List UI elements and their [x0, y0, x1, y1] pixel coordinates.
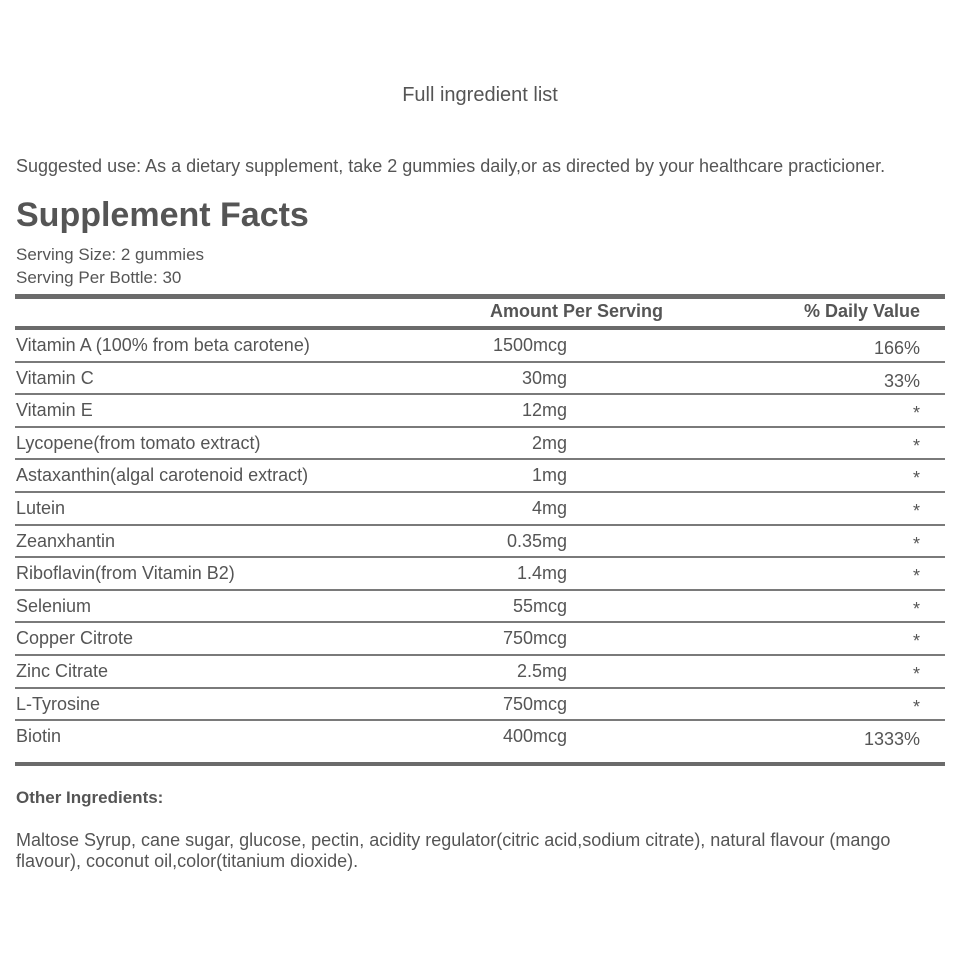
nutrient-name: Vitamin E — [16, 400, 93, 421]
nutrient-daily-value: * — [912, 500, 920, 521]
nutrient-name: Copper Citrote — [16, 628, 134, 649]
nutrient-name: L-Tyrosine — [16, 693, 101, 714]
nutrient-daily-value: * — [912, 435, 920, 456]
nutrient-amount: 2mg — [531, 432, 567, 453]
nutrient-amount: 750mcg — [502, 628, 567, 649]
table-row — [15, 460, 945, 493]
nutrient-name: Selenium — [16, 595, 92, 616]
other-ingredients-title: Other Ingredients: — [16, 788, 164, 807]
nutrient-daily-value: * — [912, 566, 920, 587]
nutrient-daily-value: * — [912, 598, 920, 619]
table-row — [15, 428, 945, 461]
nutrient-amount: 55mcg — [512, 595, 567, 616]
nutrient-daily-value: * — [912, 403, 920, 424]
table-row — [15, 721, 945, 754]
supplement-facts-title: Supplement Facts — [16, 196, 309, 234]
column-header-amount: Amount Per Serving — [490, 301, 664, 321]
table-row — [15, 493, 945, 526]
nutrient-amount: 30mg — [521, 367, 567, 388]
nutrient-amount: 1.4mg — [516, 563, 567, 584]
supplement-facts-table — [15, 330, 945, 754]
nutrient-daily-value: * — [912, 663, 920, 684]
nutrient-daily-value: 33% — [883, 370, 920, 391]
nutrient-daily-value: 1333% — [863, 729, 920, 750]
nutrient-name: Astaxanthin(algal carotenoid extract) — [16, 465, 309, 486]
nutrient-amount: 12mg — [521, 400, 567, 421]
nutrient-name: Zeanxhantin — [16, 530, 116, 551]
table-row — [15, 689, 945, 722]
nutrient-amount: 1500mcg — [492, 335, 567, 355]
table-row — [15, 591, 945, 624]
nutrient-name: Biotin — [16, 726, 62, 747]
table-row — [15, 363, 945, 396]
nutrient-amount: 400mcg — [502, 726, 567, 747]
nutrient-daily-value: * — [912, 468, 920, 489]
table-bottom-rule — [15, 762, 945, 766]
nutrient-daily-value: * — [912, 533, 920, 554]
nutrient-amount: 2.5mg — [516, 660, 567, 681]
nutrient-name: Zinc Citrate — [16, 660, 109, 681]
nutrient-name: Riboflavin(from Vitamin B2) — [16, 563, 235, 584]
nutrient-daily-value: 166% — [873, 338, 920, 358]
nutrient-amount: 750mcg — [502, 693, 567, 714]
nutrient-name: Lutein — [16, 497, 66, 518]
nutrient-name: Lycopene(from tomato extract) — [16, 432, 261, 453]
table-row — [15, 395, 945, 428]
serving-per-bottle: Serving Per Bottle: 30 — [16, 268, 182, 287]
suggested-use-text: Suggested use: As a dietary supplement, take 2 gummies daily,or as directed by your healthcare practicioner. — [16, 156, 886, 176]
nutrient-amount: 1mg — [531, 465, 567, 486]
nutrient-amount: 0.35mg — [506, 530, 567, 551]
table-row — [15, 623, 945, 656]
serving-size: Serving Size: 2 gummies — [16, 245, 205, 264]
table-row — [15, 558, 945, 591]
table-top-rule — [15, 294, 945, 299]
nutrient-name: Vitamin C — [16, 367, 94, 388]
column-header-daily-value: % Daily Value — [803, 301, 920, 321]
nutrient-daily-value: * — [912, 696, 920, 717]
table-row — [15, 656, 945, 689]
page-heading: Full ingredient list — [402, 84, 558, 106]
other-ingredients-text: Maltose Syrup, cane sugar, glucose, pectin, acidity regulator(citric acid,sodium citrate), natural flavour (mango flavour), coconut oil,color(titanium dioxide). — [16, 830, 891, 871]
nutrient-daily-value: * — [912, 631, 920, 652]
table-row — [15, 330, 945, 363]
table-row — [15, 526, 945, 559]
nutrient-name: Vitamin A (100% from beta carotene) — [16, 335, 310, 355]
nutrient-amount: 4mg — [531, 497, 567, 518]
